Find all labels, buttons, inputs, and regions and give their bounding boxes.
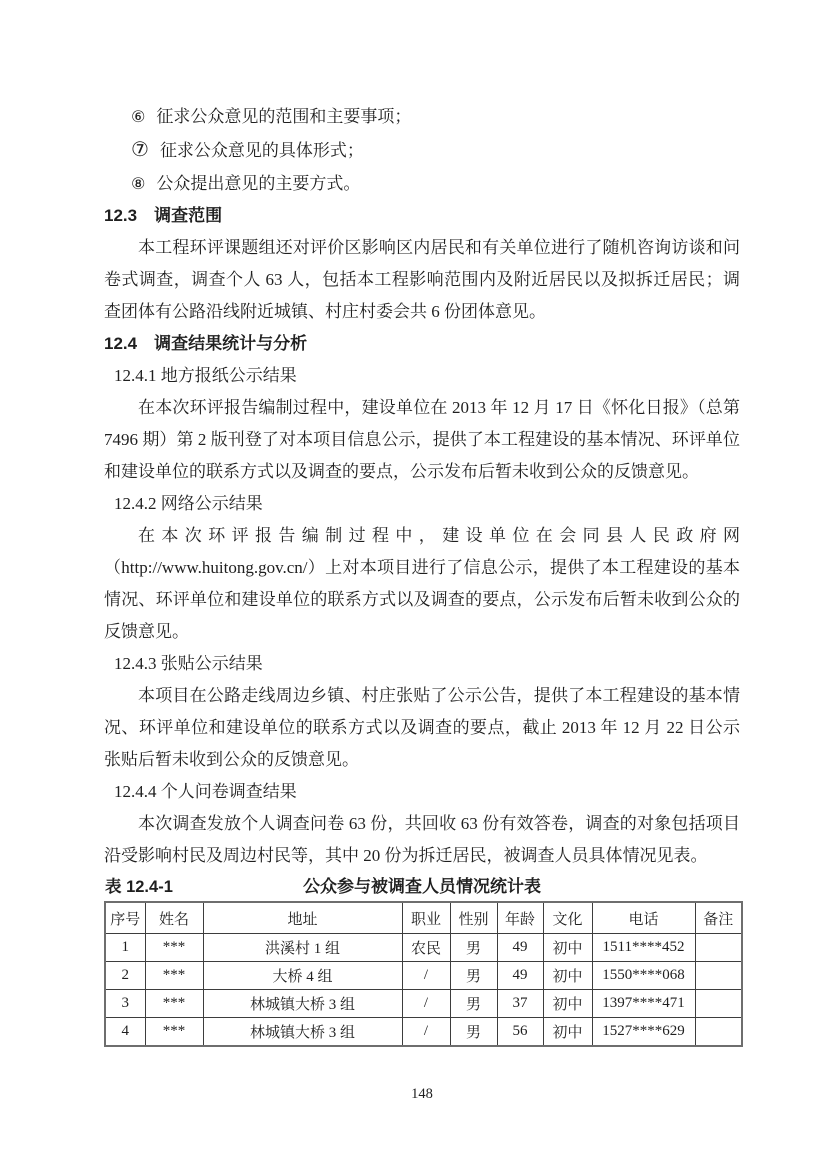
subsection-heading-12-4-4: 12.4.4 个人问卷调查结果: [114, 782, 297, 801]
table-cell: ***: [145, 934, 203, 962]
table-cell: [695, 990, 742, 1018]
table-cell: 男: [450, 1018, 497, 1047]
circled-number-7: ⑦: [131, 137, 149, 161]
numbered-list: [104, 100, 740, 200]
table-cell: [695, 934, 742, 962]
table-cell: 1527****629: [592, 1018, 695, 1047]
table-cell: 初中: [543, 1018, 592, 1047]
table-cell: 初中: [543, 934, 592, 962]
subsection-heading-12-4-1: 12.4.1 地方报纸公示结果: [114, 366, 297, 385]
table-cell: 1397****471: [592, 990, 695, 1018]
table-caption: [104, 873, 740, 901]
subsection-heading-12-4-3: 12.4.3 张贴公示结果: [114, 654, 263, 673]
table-label: 表 12.4-1: [105, 878, 173, 896]
table-row: [105, 1018, 742, 1047]
table-cell: 4: [105, 1018, 145, 1047]
numbered-item-7: [104, 133, 740, 167]
table-cell: 1511****452: [592, 934, 695, 962]
table-cell: 男: [450, 990, 497, 1018]
table-cell: 56: [497, 1018, 543, 1047]
paragraph-12-3: 本工程环评课题组还对评价区影响区内居民和有关单位进行了随机咨询访谈和问卷式调查，调查个人 63 人，包括本工程影响范围内及附近居民以及拟拆迁居民；调查团体有公路沿线附近城镇、村庄村委会共 6 份团体意见。: [104, 238, 740, 321]
table-cell: 2: [105, 962, 145, 990]
table-cell: /: [402, 990, 450, 1018]
table-cell: 49: [497, 934, 543, 962]
table-header-cell: 性别: [450, 902, 497, 934]
subsection-heading-12-4-2: 12.4.2 网络公示结果: [114, 494, 263, 513]
section-heading-12-3: 12.3 调查范围: [104, 206, 223, 225]
survey-respondents-table: [104, 901, 743, 1047]
table-cell: ***: [145, 1018, 203, 1047]
numbered-item-text: 征求公众意见的范围和主要事项；: [156, 107, 412, 126]
table-cell: 初中: [543, 990, 592, 1018]
table-header-row: [105, 902, 742, 934]
table-row: [105, 934, 742, 962]
numbered-item-6: [104, 100, 740, 133]
table-header-cell: 文化: [543, 902, 592, 934]
paragraph-segment: 上对本项目进行了信息公示，提供了本工程建设的基本情况、环评单位和建设单位的联系方式以及调查的要点，公示发布后暂未收到公众的反馈意见。: [104, 558, 741, 641]
table-cell: 1550****068: [592, 962, 695, 990]
table-cell: 大桥 4 组: [203, 962, 402, 990]
table-header-cell: 姓名: [145, 902, 203, 934]
table-title: 公众参与被调查人员情况统计表: [303, 877, 541, 896]
table-row: [105, 990, 742, 1018]
paragraph-12-4-3: 本项目在公路走线周边乡镇、村庄张贴了公示公告，提供了本工程建设的基本情况、环评单位和建设单位的联系方式以及调查的要点，截止 2013 年 12 月 22 日公示张贴后暂未收到公众的反馈意见。: [104, 686, 740, 769]
table-cell: [695, 962, 742, 990]
table-cell: 农民: [402, 934, 450, 962]
table-cell: 37: [497, 990, 543, 1018]
table-header-cell: 序号: [105, 902, 145, 934]
page-number: 148: [411, 1086, 433, 1102]
table-cell: 49: [497, 962, 543, 990]
table-header-cell: 电话: [592, 902, 695, 934]
table-cell: 洪溪村 1 组: [203, 934, 402, 962]
numbered-item-8: [104, 167, 740, 200]
numbered-item-text: 公众提出意见的主要方式。: [156, 174, 361, 193]
table-cell: 初中: [543, 962, 592, 990]
table-cell: [695, 1018, 742, 1047]
table-header-cell: 地址: [203, 902, 402, 934]
paragraph-segment: 在本次环评报告编制过程中，建设单位在会同县人民政府网: [138, 526, 740, 545]
circled-number-6: ⑥: [131, 107, 146, 126]
table-row: [105, 962, 742, 990]
table-cell: /: [402, 962, 450, 990]
numbered-item-text: 征求公众意见的具体形式；: [159, 141, 364, 160]
paragraph-12-4-4: 本次调查发放个人调查问卷 63 份，共回收 63 份有效答卷，调查的对象包括项目沿受影响村民及周边村民等，其中 20 份为拆迁居民，被调查人员具体情况见表。: [104, 814, 740, 865]
table-cell: 林城镇大桥 3 组: [203, 1018, 402, 1047]
table-cell: ***: [145, 990, 203, 1018]
paragraph-12-4-2: [104, 520, 740, 648]
table-cell: /: [402, 1018, 450, 1047]
table-header-cell: 职业: [402, 902, 450, 934]
section-heading-12-4: 12.4 调查结果统计与分析: [104, 334, 308, 353]
paragraph-12-4-1: 在本次环评报告编制过程中，建设单位在 2013 年 12 月 17 日《怀化日报》（总第 7496 期）第 2 版刊登了对本项目信息公示，提供了本工程建设的基本情况、环评单位和建设单位的联系方式以及调查的要点，公示发布后暂未收到公众的反馈意见。: [104, 398, 740, 481]
website-url-text: （http://www.huitong.gov.cn/）: [104, 558, 326, 577]
table-cell: 男: [450, 962, 497, 990]
document-content: [104, 0, 740, 1047]
table-header-cell: 年龄: [497, 902, 543, 934]
table-cell: 男: [450, 934, 497, 962]
table-cell: ***: [145, 962, 203, 990]
table-cell: 1: [105, 934, 145, 962]
circled-number-8: ⑧: [131, 174, 146, 193]
table-cell: 林城镇大桥 3 组: [203, 990, 402, 1018]
table-header-cell: 备注: [695, 902, 742, 934]
table-cell: 3: [105, 990, 145, 1018]
